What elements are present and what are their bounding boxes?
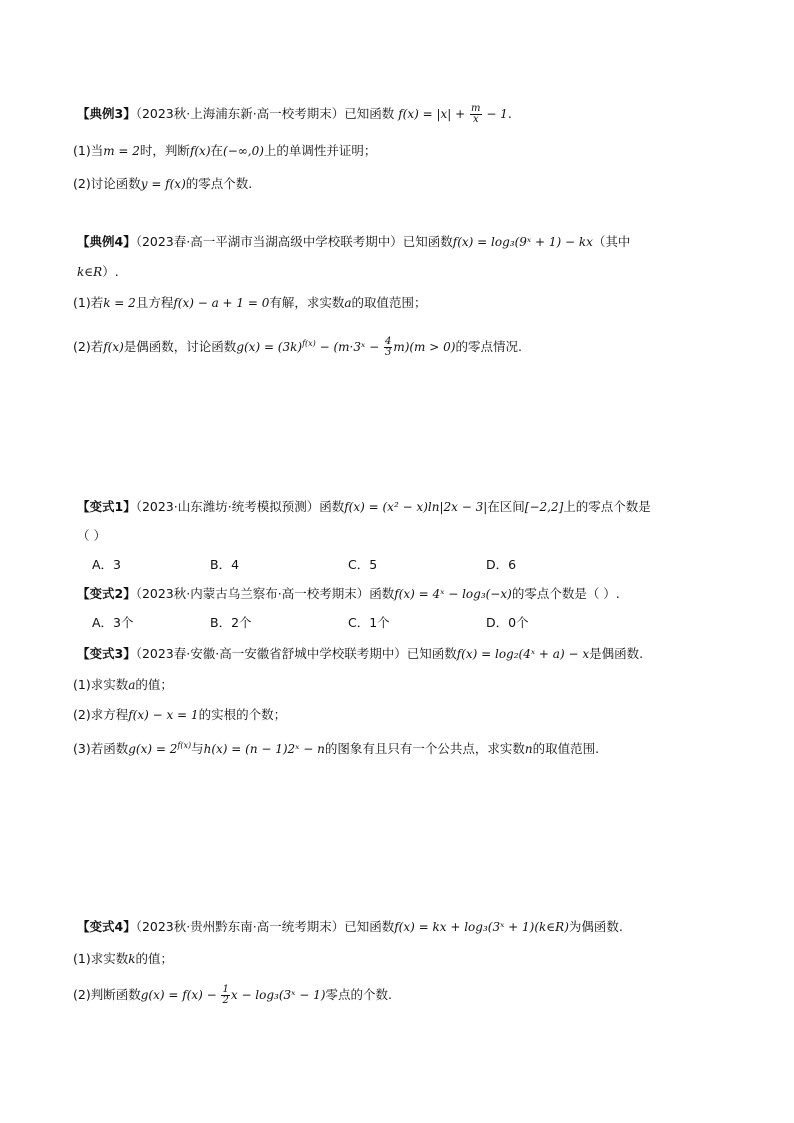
variant-3-source: （2023春·安徽·高一安徽省舒城中学校联考期中） <box>135 646 407 661</box>
variant-4-function: f(x) = kx + log₃(3ˣ + 1)(k∈R) <box>394 920 569 934</box>
variant-1-tag: 【变式1】 <box>77 499 136 514</box>
example-4-source: （2023春·高一平湖市当湖高级中学校联考期中） <box>135 234 403 249</box>
variant-3-question-2: (2)求方程f(x) − x = 1的实根的个数； <box>73 707 287 722</box>
variant-1-option-d: D．6 <box>486 557 517 572</box>
example-3-question-1: (1)当m = 2时，判断f(x)在(−∞,0)上的单调性并证明； <box>73 143 377 158</box>
variant-1-answer-paren: （ ） <box>77 528 106 543</box>
variant-3-stem: 【变式3】（2023春·安徽·高一安徽省舒城中学校联考期中）已知函数f(x) = log₂(4ˣ + a) − x是偶函数. <box>77 646 644 661</box>
example-3-source: （2023秋·上海浦东新·高一校考期末） <box>135 106 345 121</box>
example-3-function: f(x) = |x| + $\frac{m}{x}$ − 1 <box>398 103 508 125</box>
variant-4-source: （2023秋·贵州黔东南·高一统考期末） <box>135 919 345 934</box>
variant-2-option-b: B．2个 <box>210 615 252 630</box>
variant-2-tag: 【变式2】 <box>77 586 136 601</box>
variant-1-source: （2023·山东潍坊·统考模拟预测） <box>135 499 320 514</box>
variant-3-tag: 【变式3】 <box>77 646 136 661</box>
variant-1-stem: 【变式1】（2023·山东潍坊·统考模拟预测）函数f(x) = (x² − x)ln|2x − 3|在区间[−2,2]上的零点个数是 <box>77 499 651 514</box>
variant-4-tag: 【变式4】 <box>77 919 136 934</box>
variant-4-stem: 【变式4】（2023秋·贵州黔东南·高一统考期末）已知函数f(x) = kx + log₃(3ˣ + 1)(k∈R)为偶函数. <box>77 919 623 934</box>
example-3-stem: 【典例3】（2023秋·上海浦东新·高一校考期末）已知函数 f(x) = |x| + $\frac{m}{x}$ − 1. <box>77 103 512 125</box>
example-3-question-2: (2)讨论函数y = f(x)的零点个数. <box>73 176 253 191</box>
variant-2-function: f(x) = 4ˣ − log₃(−x) <box>394 587 512 601</box>
variant-1-option-c: C．5 <box>348 557 378 572</box>
example-4-tag: 【典例4】 <box>77 234 136 249</box>
variant-3-question-3: (3)若函数$g(x) = 2^{f(x)}$与h(x) = (n − 1)2ˣ − n的图象有且只有一个公共点，求实数n的取值范围. <box>73 741 600 756</box>
example-4-stem: 【典例4】（2023春·高一平湖市当湖高级中学校联考期中）已知函数f(x) = log₃(9ˣ + 1) − kx（其中 <box>77 234 631 249</box>
variant-4-question-2: (2)判断函数g(x) = f(x) − $\frac{1}{2}$ x − log₃(3ˣ − 1)零点的个数. <box>73 984 392 1006</box>
variant-2-option-d: D．0个 <box>486 615 529 630</box>
example-4-question-2: (2)若f(x)是偶函数，讨论函数$g(x) = (3k)^{f(x)}$ − (m·3ˣ − $\frac{4}{3}$ m)(m > 0)的零点情况. <box>73 336 522 358</box>
variant-3-function: f(x) = log₂(4ˣ + a) − x <box>456 647 590 661</box>
variant-2-option-c: C．1个 <box>348 615 390 630</box>
variant-3-question-1: (1)求实数a的值； <box>73 677 173 692</box>
example-4-question-1: (1)若k = 2且方程f(x) − a + 1 = 0有解，求实数a的取值范围； <box>73 295 427 310</box>
example-4-stem-cont: k∈R）. <box>77 264 119 279</box>
variant-4-g-function: g(x) = f(x) − $\frac{1}{2}$ x − log₃(3ˣ − 1) <box>140 984 326 1006</box>
variant-2-option-a: A．3个 <box>92 615 134 630</box>
example-4-g-function: $g(x) = (3k)^{f(x)}$ − (m·3ˣ − $\frac{4}{3}$ m)(m > 0) <box>236 336 456 358</box>
example-4-function: f(x) = log₃(9ˣ + 1) − kx <box>452 235 593 249</box>
variant-2-source: （2023秋·内蒙古乌兰察布·高一校考期末） <box>135 586 370 601</box>
variant-2-stem: 【变式2】（2023秋·内蒙古乌兰察布·高一校考期末）函数f(x) = 4ˣ − log₃(−x)的零点个数是（ ）. <box>77 586 620 601</box>
variant-4-question-1: (1)求实数k的值； <box>73 951 174 966</box>
variant-1-option-b: B．4 <box>210 557 240 572</box>
variant-1-option-a: A．3 <box>92 557 122 572</box>
variant-1-function: f(x) = (x² − x)ln|2x − 3| <box>344 500 488 514</box>
variant-3-g-function: $g(x) = 2^{f(x)}$ <box>128 741 192 756</box>
example-3-tag: 【典例3】 <box>77 106 136 121</box>
